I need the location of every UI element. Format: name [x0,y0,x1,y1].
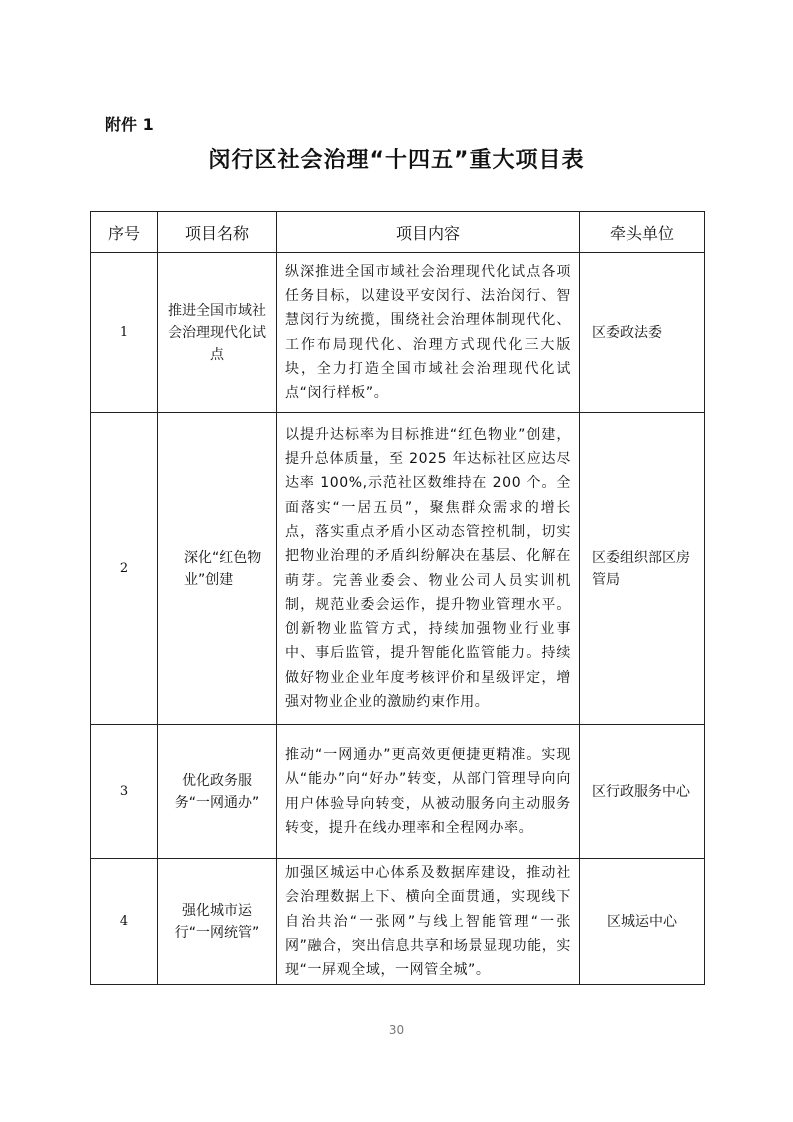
row-lead-unit: 区委政法委 [580,253,705,413]
row-project-content: 推动“一网通办”更高效更便捷更精准。实现从“能办”向“好办”转变，从部门管理导向向用户体验导向转变，从被动服务向主动服务转变，提升在线办理率和全程网办率。 [277,725,580,859]
row-project-content: 以提升达标率为目标推进“红色物业”创建，提升总体质量，至 2025 年达标社区应达尽达率 100%,示范社区数维持在 200 个。全面落实“一居五员”，聚焦群众需求的增长点，落实重点矛盾小区动态管控机制，切实把物业治理的矛盾纠纷解决在基层、化解在萌芽。完善业委会、物业公司人员实训机制，规范业委会运作，提升物业管理水平。创新物业监管方式，持续加强物业行业事中、事后监管，提升智能化监管能力。持续做好物业企业年度考核评价和星级评定，增强对物业企业的激励约束作用。 [277,413,580,725]
table-row [91,725,705,859]
page-number: 30 [388,1023,405,1037]
attachment-label: 附件 1 [105,115,154,134]
row-serial-number: 3 [91,725,158,859]
header-project-name: 项目名称 [158,212,277,253]
row-project-content: 纵深推进全国市域社会治理现代化试点各项任务目标，以建设平安闵行、法治闵行、智慧闵行为统揽，围绕社会治理体制现代化、工作布局现代化、治理方式现代化三大版块，全力打造全国市域社会治理现代化试点“闵行样板”。 [277,253,580,413]
table-row [91,253,705,413]
row-project-name: 优化政务服务“一网通办” [158,725,277,859]
row-project-name: 推进全国市域社会治理现代化试点 [158,253,277,413]
row-project-name: 强化城市运行“一网统管” [158,859,277,985]
row-lead-unit: 区行政服务中心 [580,725,705,859]
header-project-content: 项目内容 [277,212,580,253]
row-lead-unit: 区城运中心 [580,859,705,985]
table-row [91,413,705,725]
table-row [91,859,705,985]
row-lead-unit: 区委组织部区房管局 [580,413,705,725]
project-table [90,211,705,985]
row-serial-number: 2 [91,413,158,725]
header-lead-unit: 牵头单位 [580,212,705,253]
row-serial-number: 1 [91,253,158,413]
table-header-row [91,212,705,253]
document-title: 闵行区社会治理“十四五”重大项目表 [208,148,585,173]
row-project-name: 深化“红色物业”创建 [158,413,277,725]
row-project-content: 加强区城运中心体系及数据库建设，推动社会治理数据上下、横向全面贯通，实现线下自治共治“一张网”与线上智能管理“一张网”融合，突出信息共享和场景显现功能，实现“一屏观全域，一网管全城”。 [277,859,580,985]
header-serial-number: 序号 [91,212,158,253]
row-serial-number: 4 [91,859,158,985]
